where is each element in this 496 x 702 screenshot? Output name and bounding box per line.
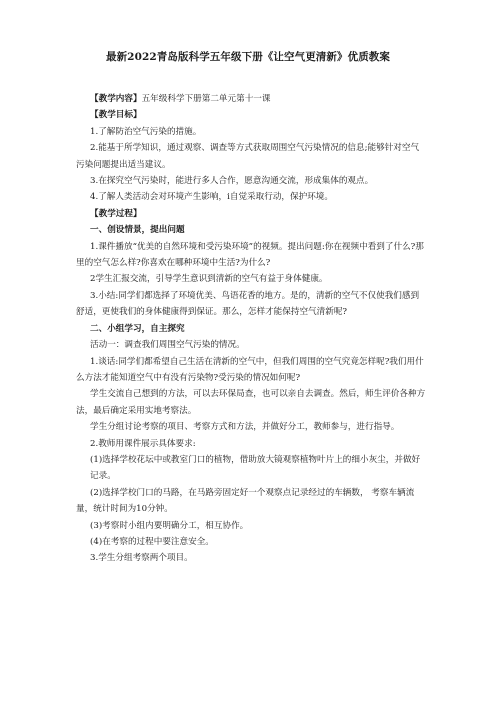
section1-paragraph: 2学生汇报交流，引导学生意识到清新的空气有益于身体健康。 <box>90 274 328 285</box>
goals-label: 【教学目标】 <box>90 110 142 121</box>
section1-paragraph: 3.小结:同学们都选择了环境优美、鸟语花香的地方。是的，清新的空气不仅使我们感到舒适，更使我们的身体健康得到保证。那么，怎样才能保持空气清新呢? <box>76 290 420 318</box>
requirement-item: (4)在考察的过程中要注意安全。 <box>90 536 214 547</box>
section2-paragraph: 2.教师用课件展示具体要求: <box>90 438 196 449</box>
section2-paragraph: 学生交流自己想到的方法，可以去环保局查，也可以亲自去调查。然后，师生评价各种方法，最后确定采用实地考察法。 <box>76 389 426 416</box>
requirement-item: (2)选择学校门口的马路，在马路旁固定好一个观察点记录经过的车辆数， 考察车辆流量，统计时间为10分钟。 <box>76 487 415 515</box>
document-body <box>76 91 426 567</box>
section2-heading: 二、小组学习，自主探究 <box>90 323 185 334</box>
requirement-item: (1)选择学校花坛中或教室门口的植物，借助放大镜观察植物叶片上的细小灰尘，并做好记录。 <box>90 454 421 482</box>
activity-title: 活动一：调查我们周围空气污染的情况。 <box>90 340 245 351</box>
content-text: 五年级科学下册第二单元第十一课 <box>141 94 271 104</box>
goal-item: 2.能基于所学知识，通过观察、调查等方式获取周围空气污染情况的信息;能够针对空气污染问题提出适当建议。 <box>76 143 420 170</box>
requirement-item: (3)考察时小组内要明确分工，相互协作。 <box>90 520 249 531</box>
section1-paragraph: 1.课件播放“优美的自然环境和受污染环境”的视频。提出问题:你在视频中看到了什么?那里的空气怎么样?你喜欢在哪种环境中生活?为什么? <box>76 241 424 269</box>
section2-paragraph: 1.谈话:同学们都希望自己生活在清新的空气中，但我们周围的空气究竟怎样呢?我们用什么方法才能知道空气中有没有污染物?受污染的情况如何呢? <box>76 356 424 383</box>
section2-last: 3.学生分组考察两个项目。 <box>90 553 193 564</box>
goal-item: 1.了解防治空气污染的措施。 <box>90 126 202 137</box>
goal-item: 4.了解人类活动会对环境产生影响，i自觉采取行动，保护环境。 <box>90 192 333 203</box>
content-label: 【教学内容】 <box>90 94 142 104</box>
section2-paragraph: 学生分组讨论考察的项目、考察方式和方法，并做好分工，教师参与，进行指导。 <box>90 422 400 433</box>
goal-item: 3.在探究空气污染时，能进行多人合作，愿意沟通交流，形成集体的观点。 <box>90 176 374 187</box>
process-label: 【教学过程】 <box>90 208 142 219</box>
section1-heading: 一、创设情景，提出问题 <box>90 225 185 236</box>
document-title: 最新2022青岛版科学五年级下册《让空气更清新》优质教案 <box>105 51 391 63</box>
teaching-content <box>76 91 426 107</box>
